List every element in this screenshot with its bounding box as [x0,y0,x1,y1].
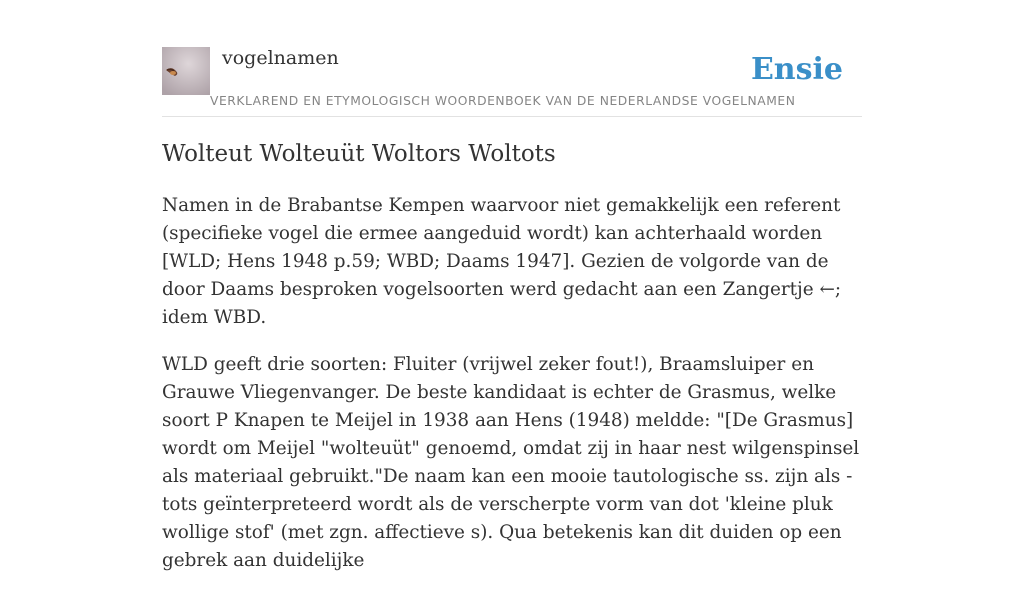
site-subtitle: VERKLAREND EN ETYMOLOGISCH WOORDENBOEK VAN DE NEDERLANDSE VOGELNAMEN [210,94,796,108]
bird-photo [162,47,210,95]
article-paragraph: WLD geeft drie soorten: Fluiter (vrijwel zeker fout!), Braamsluiper en Grauwe Vliegenvanger. De beste kandidaat is echter de Grasmus, welke soort P Knapen te Meijel in 1938 aan Hens (1948) meldde: "[De Grasmus] wordt om Meijel "wolteuüt" genoemd, omdat zij in haar nest wilgenspinsel als materiaal gebruikt."De naam kan een mooie tautologische ss. zijn als -tots geïnterpreteerd wordt als de verscherpte vorm van dot 'kleine pluk wollige stof' (met zgn. affectieve s). Qua betekenis kan dit duiden op een gebrek aan duidelijke [162,354,860,571]
bird-avatar-icon[interactable] [162,47,210,95]
article-paragraph: Namen in de Brabantse Kempen waarvoor niet gemakkelijk een referent (specifieke vogel die ermee aangeduid wordt) kan achterhaald worden [WLD; Hens 1948 p.59; WBD; Daams 1947]. Gezien de volgorde van de door Daams besproken vogelsoorten werd gedacht aan een Zangertje ←; idem WBD. [162,195,842,328]
site-name-link[interactable]: vogelnamen [222,47,339,69]
article-body [162,192,862,594]
site-header [162,40,862,117]
ensie-logo[interactable]: Ensie [750,52,843,87]
page-title: Wolteut Wolteuüt Woltors Woltots [162,141,556,167]
